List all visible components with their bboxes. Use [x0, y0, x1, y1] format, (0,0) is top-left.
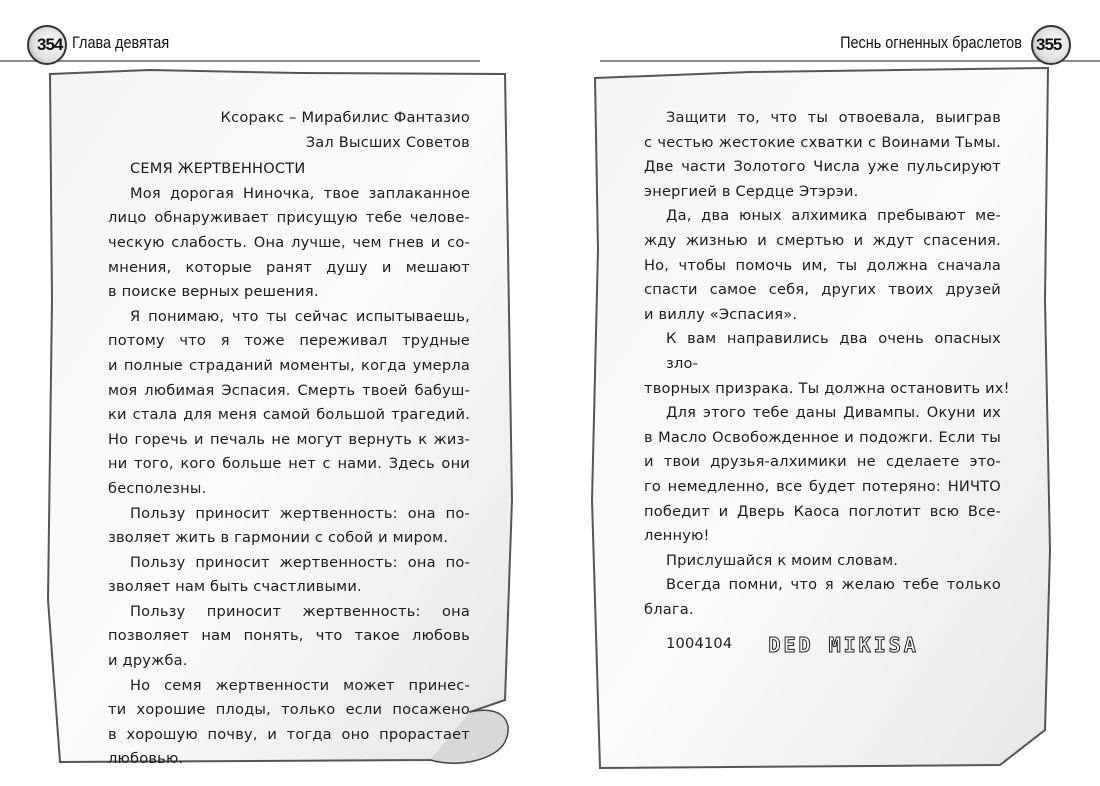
- text-line: любовью.: [108, 750, 184, 768]
- text-line: и дружба.: [108, 652, 188, 670]
- text-line: в Масло Освобожденное и подожги. Если ты: [644, 428, 1001, 446]
- text-line: лицо обнаруживает присущую тебе челове-: [108, 209, 470, 227]
- text-line: ни того, кого больше нет с нами. Здесь они: [108, 455, 470, 473]
- text-line: в поиске верных решения.: [108, 283, 319, 301]
- text-line: и виллу «Эспасия».: [644, 305, 798, 323]
- right-page-text: [644, 106, 1010, 657]
- signature-code: 1004104: [666, 635, 733, 653]
- page-number: 355: [1036, 35, 1062, 54]
- text-line: го немедленно, все будет потеряно: НИЧТО: [644, 477, 1001, 495]
- left-page-text: [108, 106, 470, 772]
- text-line: Пользу приносит жертвенность: она по-: [130, 504, 470, 522]
- text-line: творных призрака. Ты должна остановить их!: [644, 379, 1010, 397]
- running-head-left: Глава девятая: [72, 33, 170, 52]
- running-head-right: Песнь огненных браслетов: [840, 33, 1022, 52]
- text-line: спасти самое себя, других твоих друзей: [644, 281, 1001, 299]
- text-line: зволяет нам быть счастливыми.: [108, 578, 362, 596]
- text-line: Две части Золотого Числа уже пульсируют: [644, 158, 1001, 176]
- text-line: с честью жестокие схватки с Воинами Тьмы.: [644, 133, 1001, 151]
- text-line: позволяет нам понять, что такое любовь: [108, 627, 470, 645]
- text-line: и твои друзья-алхимики не сделаете это-: [644, 453, 1001, 471]
- signature: [644, 632, 1001, 657]
- header-rule-left: [0, 60, 480, 62]
- text-line: потому что я тоже переживал трудные: [108, 332, 470, 350]
- text-line: Защити то, что ты отвоевала, выиграв: [666, 109, 1001, 126]
- page-number: 354: [37, 35, 63, 54]
- text-line: победит и Дверь Каоса поглотит всю Все-: [644, 502, 1001, 520]
- text-line: Всегда помни, что я желаю тебе только: [666, 576, 1001, 594]
- text-line: ленную!: [644, 527, 710, 545]
- text-line: Пользу приносит жертвенность: она по-: [130, 553, 470, 571]
- text-line: К вам направились два очень опасных зло-: [666, 330, 1001, 372]
- text-line: Для этого тебе даны Дивампы. Окуни их: [666, 404, 1001, 422]
- text-line: блага.: [644, 600, 694, 618]
- letter-place: Зал Высших Советов: [305, 133, 470, 151]
- header-rule-right: [600, 60, 1100, 62]
- text-line: Но, чтобы помочь им, ты должна сначала: [644, 256, 1001, 274]
- text-line: зволяет жить в гармонии с собой и миром.: [108, 529, 449, 547]
- text-line: Я понимаю, что ты сейчас испытываешь,: [130, 307, 470, 325]
- text-line: энергией в Сердце Этэрэи.: [644, 182, 859, 200]
- page-number-badge-left: [27, 25, 67, 65]
- letter-title: СЕМЯ ЖЕРТВЕННОСТИ: [130, 160, 306, 178]
- page-number-badge-right: [1031, 25, 1071, 65]
- text-line: бесполезны.: [108, 479, 207, 497]
- text-line: мнения, которые ранят душу и мешают: [108, 258, 470, 276]
- text-line: и полные страданий моменты, когда умерла: [108, 356, 470, 374]
- text-line: Моя дорогая Ниночка, твое заплаканное: [130, 184, 470, 202]
- letter-sender: Ксоракс – Мирабилис Фантазио: [220, 109, 470, 126]
- text-line: Но горечь и печаль не могут вернуть к жиз-: [108, 430, 470, 448]
- signature-logo: DED MIKISA: [768, 632, 919, 657]
- text-line: ки стала для меня самой большой трагедий.: [108, 406, 470, 424]
- text-line: Да, два юных алхимика пребывают ме-: [666, 207, 1001, 225]
- text-line: моя любимая Эспасия. Смерть твоей бабуш-: [108, 381, 470, 399]
- text-line: ческую слабость. Она лучше, чем гнев и со-: [108, 233, 470, 251]
- text-line: ти хорошие плоды, только если посажено: [108, 701, 470, 719]
- text-line: Прислушайся к моим словам.: [666, 551, 899, 569]
- text-line: Пользу приносит жертвенность: она: [130, 602, 470, 620]
- text-line: жду жизнью и смертью и ждут спасения.: [644, 231, 1001, 249]
- text-line: в хорошую почву, и тогда оно прорастает: [108, 725, 470, 743]
- text-line: Но семя жертвенности может принес-: [130, 676, 470, 694]
